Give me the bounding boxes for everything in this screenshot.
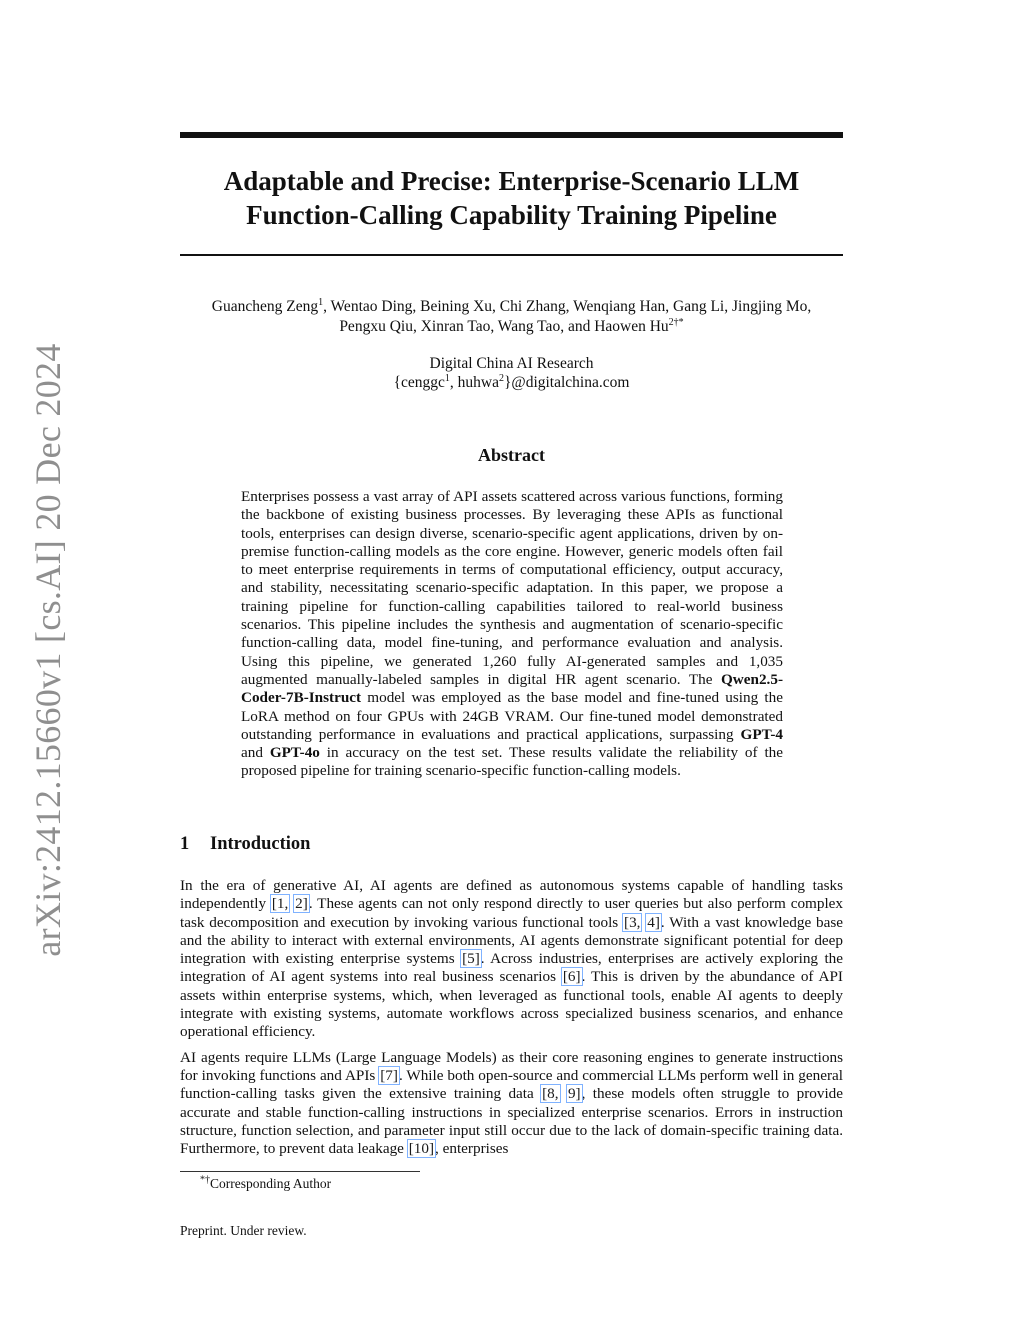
- abstract-text: Enterprises possess a vast array of API assets scattered across various functions, forming the backbone of existing business processes. By leveraging these APIs as functional tools, enterprises can design diverse, scenario-specific agent applications, driven by on-premise function-calling models as the core engine. However, generic models often fail to meet enterprise requirements in terms of computational efficiency, output accuracy, and stability, necessitating scenario-specific adaptation. In this paper, we propose a training pipeline for function-calling capabilities tailored to real-world business scenarios. This pipeline includes the synthesis and augmentation of scenario-specific function-calling data, model fine-tuning, and performance evaluation and analysis. Using this pipeline, we generated 1,260 fully AI-generated samples and 1,035 augmented manually-labeled samples in digital HR agent scenario. The: [241, 488, 783, 688]
- institution-name: Digital China AI Research: [429, 355, 594, 372]
- intro-text: . This is driven by the abundance of API assets within enterprise systems, which, when leveraged as functional tools, enable AI agents to deeply integrate with existing systems, automate workflows across specialized business scenarios, and enhance operational efficiency.: [180, 968, 843, 1041]
- abstract-model-name: Qwen2.5-Coder-7B-Instruct: [241, 670, 783, 707]
- abstract-gpt4o: GPT-4o: [269, 744, 320, 762]
- citation-link[interactable]: [7]: [380, 1066, 398, 1084]
- author-affil-mark: 2†*: [668, 316, 684, 328]
- intro-text: . Across industries, enterprises are actively exploring the integration of AI agent systems into real business scenarios: [180, 950, 844, 986]
- abstract-text: model was employed as the base model and fine-tuned using the LoRA method on four GPUs with 24GB VRAM. Our fine-tuned model demonstrated outstanding performance in evaluations and practical applications, surpassing: [241, 689, 783, 743]
- email-affil-mark: 1: [444, 372, 450, 384]
- citation-link[interactable]: 4]: [647, 913, 660, 931]
- footnote-text: Corresponding Author: [210, 1176, 332, 1191]
- footnote: [200, 1175, 331, 1192]
- footnote-mark: *†: [200, 1174, 210, 1186]
- abstract-text: in accuracy on the test set. These results validate the reliability of the proposed pipeline for training scenario-specific function-calling models.: [241, 744, 783, 780]
- author-text: Pengxu Qiu, Xinran Tao, Wang Tao, and Haowen Hu: [339, 318, 669, 335]
- intro-text: AI agents require LLMs (Large Language Models) as their core reasoning engines to generate instructions for invoking functions and APIs: [180, 1048, 843, 1084]
- section-number: 1: [180, 834, 190, 854]
- abstract-body: [241, 488, 783, 781]
- intro-paragraph-2: [180, 1049, 843, 1159]
- email-part: }@digitalchina.com: [503, 374, 630, 391]
- citation-link[interactable]: [8,: [542, 1085, 559, 1103]
- introduction-body: [180, 877, 843, 1165]
- author-text: Guancheng Zeng: [211, 298, 319, 315]
- title-rule-top: [180, 132, 843, 138]
- citation-link[interactable]: [6]: [562, 968, 581, 986]
- affiliation: [180, 354, 843, 392]
- arxiv-identifier-stamp: arXiv:2412.15660v1 [cs.AI] 20 Dec 2024: [28, 343, 68, 957]
- intro-text: , these models often struggle to provide accurate and stable function-calling instructions in specialized enterprise scenarios. Errors in instruction structure, function selection, and parameter input still occur due to the lack of domain-specific training data. Furthermore, to prevent data leakage: [180, 1085, 844, 1158]
- email-part: , huhwa: [449, 374, 499, 391]
- paper-title: [180, 164, 843, 232]
- citation-link[interactable]: [3,: [624, 913, 641, 931]
- section-title-text: Introduction: [210, 834, 311, 854]
- footnote-rule: [180, 1171, 420, 1172]
- email-part: {cenggc: [393, 374, 445, 391]
- title-rule-bottom: [180, 254, 843, 256]
- abstract-heading: Abstract: [478, 445, 545, 465]
- intro-paragraph-1: [180, 877, 843, 1042]
- page-footer: Preprint. Under review.: [180, 1223, 307, 1238]
- intro-text: . With a vast knowledge base and the ability to interact with external environments, AI agents demonstrate significant potential for deep integration with existing enterprise systems: [180, 913, 843, 968]
- author-affil-mark: 1: [318, 296, 324, 308]
- citation-link[interactable]: [5]: [462, 950, 480, 968]
- citation-link[interactable]: 9]: [567, 1085, 581, 1103]
- section-heading-introduction: [180, 834, 843, 855]
- intro-text: . While both open-source and commercial LLMs perform well in general function-calling tasks given the extensive training data: [180, 1066, 843, 1103]
- title-line-1: Adaptable and Precise: Enterprise-Scenario LLM: [223, 166, 800, 196]
- citation-link[interactable]: 2]: [295, 895, 308, 913]
- author-list: [180, 297, 843, 337]
- citation-link[interactable]: [1,: [271, 895, 289, 913]
- intro-text: In the era of generative AI, AI agents are defined as autonomous systems capable of handling tasks independently: [180, 877, 843, 913]
- intro-text: . These agents can not only respond directly to user queries but also perform complex task decomposition and execution by invoking various functional tools: [180, 895, 843, 931]
- email-line: [394, 374, 630, 391]
- title-line-2: Function-Calling Capability Training Pipeline: [246, 200, 777, 230]
- abstract-text: and: [241, 744, 270, 762]
- intro-text: , enterprises: [435, 1140, 509, 1158]
- author-text: , Wentao Ding, Beining Xu, Chi Zhang, Wenqiang Han, Gang Li, Jingjing Mo,: [323, 298, 812, 315]
- abstract-gpt4: GPT-4: [740, 725, 783, 743]
- citation-link[interactable]: [10]: [408, 1140, 435, 1158]
- email-affil-mark: 2: [498, 372, 504, 384]
